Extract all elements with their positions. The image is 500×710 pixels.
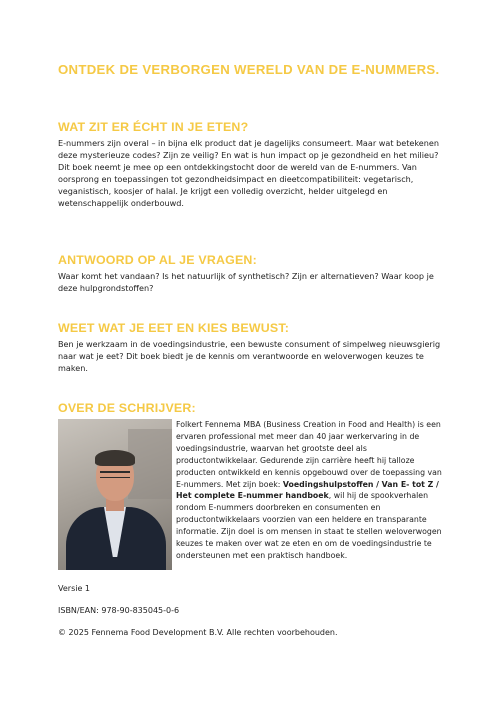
section-what bbox=[58, 120, 450, 209]
photo-glasses bbox=[100, 471, 130, 478]
author-bio bbox=[176, 419, 450, 570]
isbn-label: ISBN/EAN: 978-90-835045-0-6 bbox=[58, 606, 180, 615]
section-author-heading: OVER DE SCHRIJVER: bbox=[58, 401, 196, 415]
section-answers-heading: ANTWOORD OP AL JE VRAGEN: bbox=[58, 253, 257, 267]
section-what-heading: WAT ZIT ER ÉCHT IN JE ETEN? bbox=[58, 120, 249, 134]
version-label: Versie 1 bbox=[58, 584, 91, 593]
author-photo bbox=[58, 419, 172, 570]
copyright-label: © 2025 Fennema Food Development B.V. Alle rechten voorbehouden. bbox=[58, 628, 338, 637]
section-what-paragraph-1: E-nummers zijn overal – in bijna elk product dat je dagelijks consumeert. Maar wat betekenen deze mysterieuze codes? Zijn ze veilig? En wat is hun impact op je gezondheid en het milieu? bbox=[58, 138, 439, 160]
section-answers bbox=[58, 253, 450, 295]
section-know-paragraph: Ben je werkzaam in de voedingsindustrie, een bewuste consument of simpelweg nieuwsgierig naar wat je eet? Dit boek biedt je de kennis om verantwoorde en weloverwogen keuzes te maken. bbox=[58, 339, 441, 373]
page-title: ONTDEK DE VERBORGEN WERELD VAN DE E-NUMMERS. bbox=[58, 62, 440, 77]
book-title: Voedingshulpstoffen / Van E- tot Z / Het complete E-nummer handboek bbox=[176, 479, 439, 501]
section-what-paragraph-2: Dit boek neemt je mee op een ontdekkingstocht door de wereld van de E-nummers. Van oorsprong en toepassingen tot gezondheidsimpact en dieetcompatibiliteit: vegetarisch, veganistisch, koosjer of halal. Je krijgt een volledig overzicht, helder uitgelegd en wetenschappelijk onderbouwd. bbox=[58, 161, 417, 208]
section-answers-paragraph: Waar komt het vandaan? Is het natuurlijk of synthetisch? Zijn er alternatieven? Waar koop je deze hulpgrondstoffen? bbox=[58, 271, 434, 293]
photo-background bbox=[128, 429, 172, 499]
section-know-heading: WEET WAT JE EET EN KIES BEWUST: bbox=[58, 321, 290, 335]
author-bio-part-1: Folkert Fennema MBA (Business Creation in Food and Health) is een ervaren professional met meer dan 40 jaar werkervaring in de voedingsindustrie, waarvan het grootste deel als productontwikkelaar. Gedurende zijn carrière heeft hij talloze producten ontwikkeld en kennis opgebouwd over de toepassing van E-nummers. Met zijn boek: bbox=[176, 420, 442, 489]
author-block bbox=[58, 419, 450, 570]
section-author bbox=[58, 401, 450, 570]
section-know bbox=[58, 321, 450, 375]
author-bio-part-2: , wil hij de spookverhalen rondom E-nummers doorbreken en consumenten en productontwikkelaars voorzien van een heldere en transparante informatie. Zijn doel is om mensen in staat te stellen weloverwogen keuzes te maken over wat ze eten en om de voedingsindustrie te ondersteunen met een praktisch handboek. bbox=[176, 491, 442, 560]
photo-hair bbox=[95, 450, 135, 466]
